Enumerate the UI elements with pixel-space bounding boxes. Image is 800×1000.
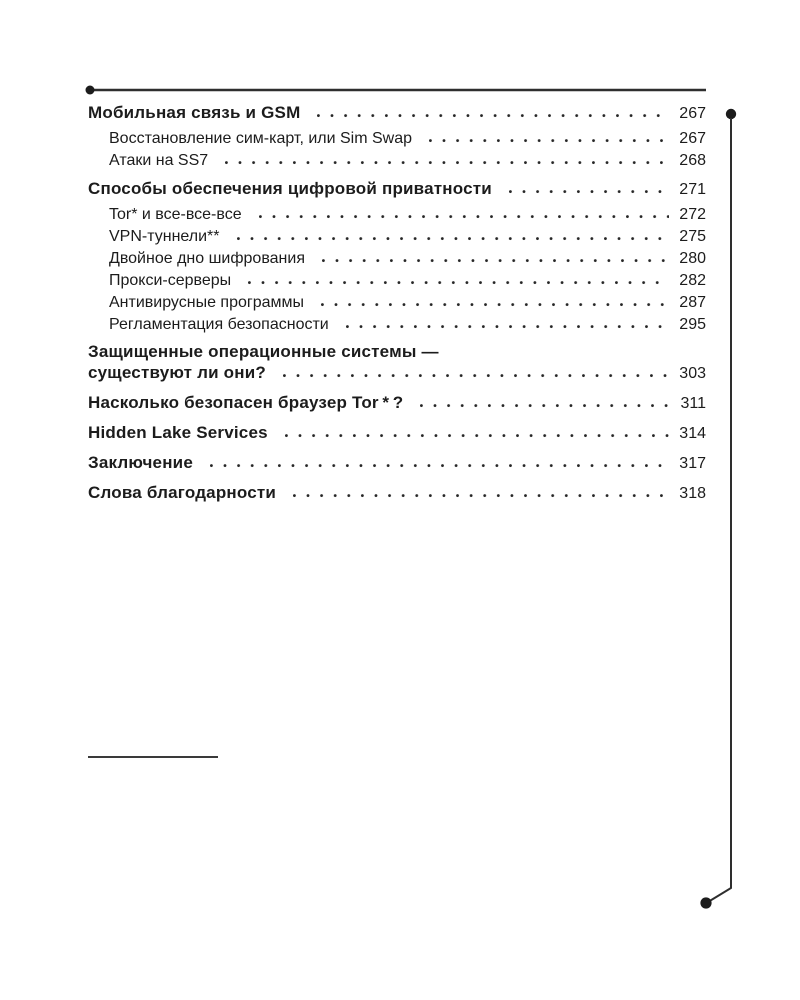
dot-leader	[233, 236, 670, 241]
toc-entry-label: VPN-туннели**	[109, 228, 220, 245]
dot-leader	[289, 493, 669, 498]
toc-entry-line	[88, 178, 706, 200]
toc-entry	[88, 422, 706, 444]
toc-entry-label: Двойное дно шифрования	[109, 250, 305, 267]
dot-leader	[425, 138, 669, 143]
toc-entry-label: Hidden Lake Services	[88, 423, 268, 442]
right-top-bullet-icon	[726, 109, 736, 119]
toc-entry-page: 287	[679, 294, 706, 311]
toc-entry-page: 311	[680, 395, 706, 412]
toc-entry-page: 268	[679, 152, 706, 169]
dot-leader	[221, 160, 669, 165]
toc-entry	[88, 342, 706, 384]
toc-entry-line	[109, 292, 706, 314]
toc-entry-line	[109, 204, 706, 226]
toc-entry	[88, 392, 706, 414]
toc-entry-page: 314	[679, 425, 706, 442]
dot-leader	[342, 324, 669, 329]
dot-leader	[279, 373, 669, 378]
toc-entry-page: 295	[679, 316, 706, 333]
toc-entry	[109, 226, 706, 248]
toc-entry-label: Прокси-серверы	[109, 272, 232, 289]
dot-leader	[318, 258, 669, 263]
dot-leader	[317, 302, 669, 307]
toc-entry-page: 271	[679, 181, 706, 198]
toc-entry-label-line1: Защищенные операционные системы —	[88, 342, 439, 361]
toc-entry-line	[109, 270, 706, 292]
toc-entry-line	[109, 226, 706, 248]
top-rule	[86, 86, 707, 95]
toc-entry	[88, 178, 706, 200]
toc-entry	[88, 482, 706, 504]
toc-entry-page: 272	[679, 206, 706, 223]
toc-entry-line	[109, 248, 706, 270]
toc-entry-page: 267	[679, 105, 706, 122]
toc-entry-label: Tor* и все-все-все	[109, 206, 242, 223]
toc-entry	[109, 204, 706, 226]
toc-entry-line	[109, 128, 706, 150]
toc-entry-line	[109, 150, 706, 172]
right-bottom-bullet-icon	[700, 897, 711, 908]
toc-entry-label: Заключение	[88, 453, 193, 472]
toc-entry	[109, 150, 706, 172]
footnote-divider	[88, 756, 218, 758]
toc-entry-page: 275	[679, 228, 706, 245]
dot-leader	[416, 403, 669, 408]
dot-leader	[505, 189, 669, 194]
toc-entry-line	[88, 482, 706, 504]
dot-leader	[313, 113, 669, 118]
dot-leader	[281, 433, 669, 438]
footnotes	[88, 756, 710, 767]
toc-entry-page: 318	[679, 485, 706, 502]
dot-leader	[206, 463, 669, 468]
toc-entry-line	[88, 102, 706, 124]
toc-entry-label: Регламентация безопасности	[109, 316, 329, 333]
toc-entry-label: Антивирусные программы	[109, 294, 305, 311]
dot-leader	[244, 280, 669, 285]
toc-entry-page: 282	[679, 272, 706, 289]
top-left-bullet-icon	[86, 86, 95, 95]
toc-entry-label: существуют ли они?	[88, 363, 266, 382]
toc-entry-line	[88, 392, 706, 414]
toc-entry	[109, 270, 706, 292]
toc-entry-page: 303	[679, 365, 706, 382]
toc-entry-line	[88, 362, 706, 384]
toc-entry-label: Мобильная связь и GSM	[88, 103, 301, 122]
toc-entry	[88, 102, 706, 124]
toc-entry	[88, 452, 706, 474]
toc-entry	[109, 248, 706, 270]
toc-entry-label: Способы обеспечения цифровой приватности	[88, 179, 492, 198]
toc-entry-label: Слова благодарности	[88, 483, 277, 502]
toc-entry-line	[88, 422, 706, 444]
toc-entry-line	[88, 452, 706, 474]
dot-leader	[255, 214, 669, 219]
toc-entry-line	[109, 314, 706, 336]
toc-entry-label: Насколько безопасен браузер Tor * ?	[88, 393, 404, 412]
toc-entry	[109, 292, 706, 314]
toc-entry-page: 317	[679, 455, 706, 472]
toc-entry	[109, 314, 706, 336]
toc-entry-page: 267	[679, 130, 706, 147]
table-of-contents	[88, 100, 706, 508]
toc-entry	[109, 128, 706, 150]
toc-entry-label: Атаки на SS7	[109, 152, 209, 169]
toc-entry-label: Восстановление сим-карт, или Sim Swap	[109, 130, 413, 147]
toc-entry-page: 280	[679, 250, 706, 267]
